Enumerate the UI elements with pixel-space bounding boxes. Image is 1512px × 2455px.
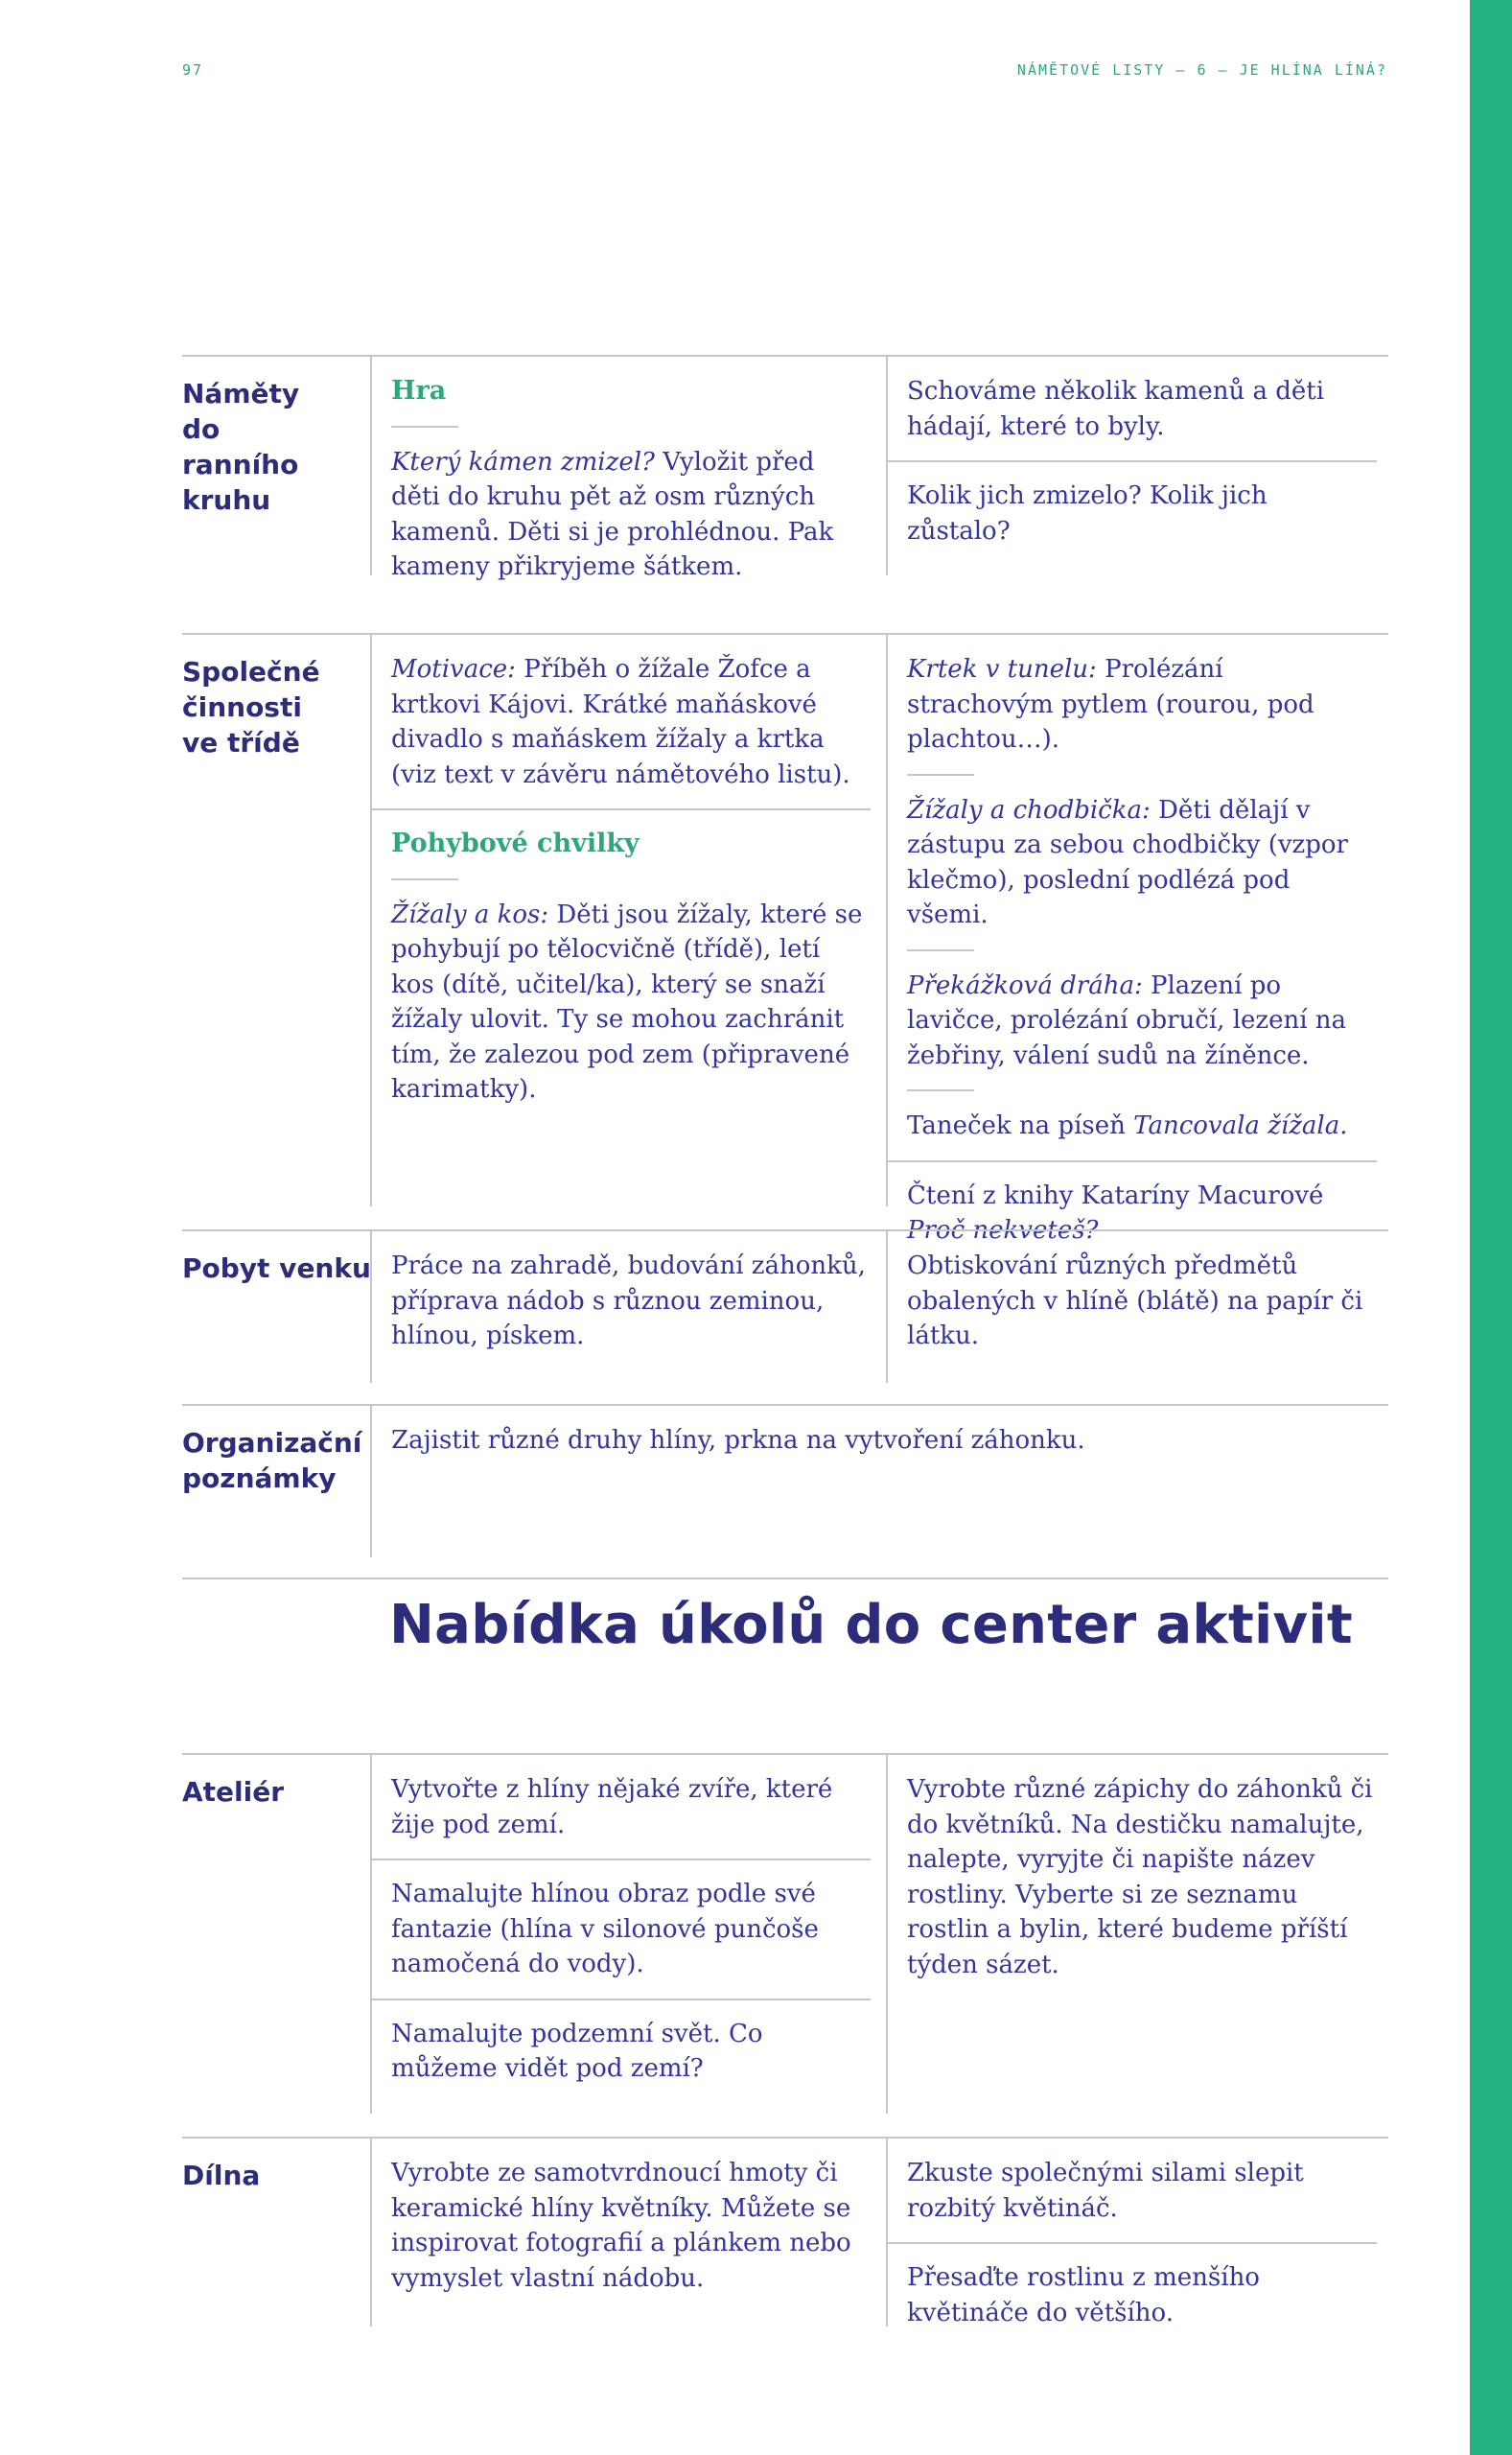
short-divider — [391, 426, 458, 428]
short-divider — [907, 949, 974, 951]
paragraph: Kolik jich zmizelo? Kolik jich zůstalo? — [907, 481, 1268, 546]
paragraph: Zajistit různé druhy hlíny, prkna na vytvoření záhonku. — [391, 1426, 1085, 1455]
row-atelier — [182, 1753, 1388, 2114]
paragraph-prekazkova-draha: Překážková dráha: Plazení po lavičce, prolézání obručí, lezení na žebřiny, válení sudů na žíněnce. — [907, 970, 1347, 1070]
paragraph: Namalujte hlínou obraz podle své fantazie (hlína v silonové punčoše namočená do vody). — [391, 1880, 819, 1978]
paragraph-motivace: Motivace: Příběh o žížale Žofce a krtkovi Kájovi. Krátké maňáskové divadlo s maňáskem žížaly a krtka (viz text v závěru námětového listu). — [391, 655, 850, 789]
section-title: Nabídka úkolů do center aktivit — [389, 1594, 1353, 1656]
paragraph-tanecek: Taneček na píseň Tancovala žížala. — [907, 1111, 1348, 1140]
paragraph: Obtiskování různých předmětů obalených v hlíně (blátě) na papír či látku. — [907, 1251, 1363, 1350]
paragraph-chodbicka: Žížaly a chodbička: Děti dělají v zástupu za sebou chodbičky (vzpor klečmo), poslední podlézá pod všemi. — [907, 795, 1348, 929]
divider — [372, 1859, 871, 1860]
column-right — [886, 357, 1377, 575]
row-label: Společné činnosti ve třídě — [182, 656, 320, 759]
paragraph: Zkuste společnými silami slepit rozbitý květináč. — [907, 2159, 1304, 2223]
divider — [888, 2242, 1377, 2244]
row-label: Ateliér — [182, 1776, 285, 1808]
paragraph: Namalujte podzemní svět. Co můžeme vidět pod zemí? — [391, 2019, 763, 2083]
divider — [888, 460, 1377, 462]
column-left — [370, 1755, 871, 2114]
row-label: Organizační poznámky — [182, 1427, 362, 1494]
page-number: 97 — [182, 61, 204, 79]
green-edge-stripe — [1470, 0, 1512, 2455]
running-title: NÁMĚTOVÉ LISTY – 6 – JE HLÍNA LÍNÁ? — [1016, 61, 1387, 79]
paragraph: Práce na zahradě, budování záhonků, příprava nádob s různou zeminou, hlínou, pískem. — [391, 1251, 866, 1350]
column-right — [886, 1231, 1377, 1383]
column-right — [886, 635, 1377, 1245]
divider — [372, 808, 871, 810]
paragraph: Vytvořte z hlíny nějaké zvíře, které žije pod zemí. — [391, 1775, 833, 1839]
paragraph-zizaly-a-kos: Žížaly a kos: Děti jsou žížaly, které se pohybují po tělocvičně (třídě), letí kos (dítě, učitel/ka), který se snaží žížaly ulovit. Ty se mohou zachránit tím, že zalezou pod zem (připravené karimatky). — [391, 900, 863, 1104]
row-dilna — [182, 2137, 1388, 2326]
short-divider — [907, 1089, 974, 1091]
paragraph: Vyrobte různé zápichy do záhonků či do květníků. Na destičku namalujte, nalepte, vyryjte či napište název rostliny. Vyberte si ze seznamu rostlin a bylin, které budeme příští týden sázet. — [907, 1775, 1373, 1979]
paragraph-cteni: Čtení z knihy Kataríny Macurové Proč nekveteš? — [907, 1181, 1324, 1245]
row-ranni-kruh — [182, 355, 1388, 581]
heading-pohybove-chvilky: Pohybové chvilky — [391, 829, 640, 858]
column-left — [370, 1406, 1379, 1557]
row-label: Dílna — [182, 2160, 261, 2191]
short-divider — [907, 774, 974, 776]
paragraph: Vyrobte ze samotvrdnoucí hmoty či keramické hlíny květníky. Můžete se inspirovat fotografií a plánkem nebo vymyslet vlastní nádobu. — [391, 2159, 851, 2293]
column-right — [886, 2139, 1377, 2326]
row-pobyt-venku — [182, 1229, 1388, 1383]
paragraph-krtek: Krtek v tunelu: Prolézání strachovým pytlem (rourou, pod plachtou…). — [907, 655, 1314, 754]
column-left — [370, 2139, 871, 2326]
row-spolecne-cinnosti — [182, 633, 1388, 1245]
paragraph: Přesaďte rostlinu z menšího květináče do většího. — [907, 2263, 1260, 2327]
column-left — [370, 1231, 871, 1383]
paragraph: Schováme několik kamenů a děti hádají, které to byly. — [907, 377, 1325, 441]
section-divider — [182, 1578, 1388, 1579]
column-right — [886, 1755, 1377, 2114]
heading-hra: Hra — [391, 376, 447, 406]
row-label: Náměty do ranního kruhu — [182, 378, 300, 516]
column-left — [370, 357, 871, 581]
row-label: Pobyt venku — [182, 1252, 371, 1284]
paragraph: Který kámen zmizel? Vyložit před děti do kruhu pět až osm různých kamenů. Děti si je prohlédnou. Pak kameny přikryjeme šátkem. — [391, 447, 834, 581]
divider — [888, 1160, 1377, 1162]
short-divider — [391, 878, 458, 880]
column-left — [370, 635, 871, 1206]
divider — [372, 1999, 871, 2000]
row-organizacni-poznamky — [182, 1404, 1388, 1557]
